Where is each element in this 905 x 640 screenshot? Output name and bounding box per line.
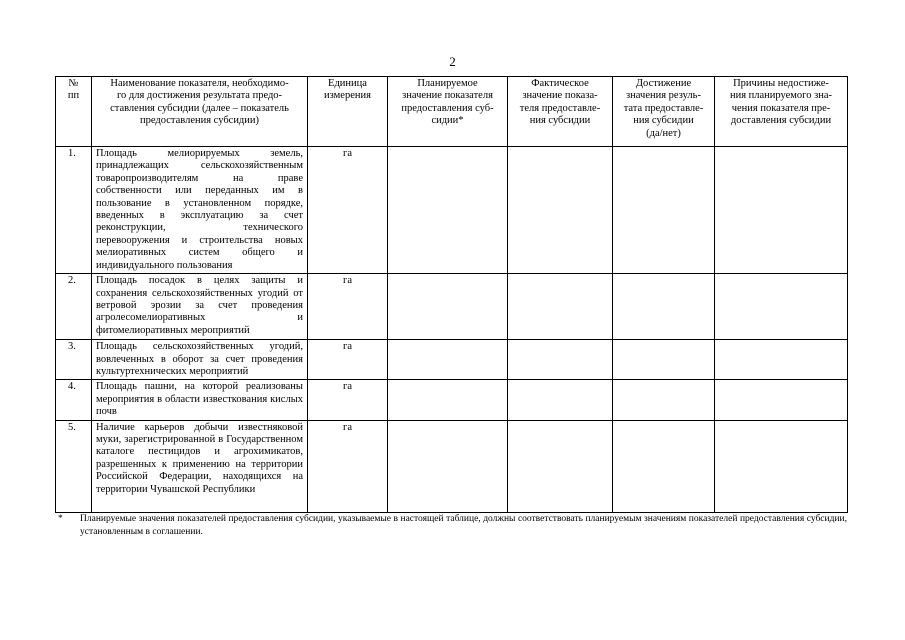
planned-value-cell [388, 340, 508, 380]
unit-cell: га [308, 274, 388, 340]
unit-cell: га [308, 420, 388, 512]
footnote [55, 513, 847, 538]
indicator-name: Площадь сельскохозяйственных угодий, вовлеченных в оборот за счет проведения культуртехнических мероприятий [92, 340, 308, 380]
footnote-mark: * [58, 514, 63, 524]
row-number: 4. [56, 380, 92, 420]
actual-value-cell [508, 340, 613, 380]
row-number: 2. [56, 274, 92, 340]
header-indicator-name-text: Наименование показателя, необходимо- го для достижения результата предо- ставления субсидии (далее – показатель предоставления субсидии) [110, 78, 289, 127]
header-reasons [715, 77, 848, 147]
header-indicator-name [92, 77, 308, 147]
header-actual-value-text: Фактическое значение показа- теля предоставле- ния субсидии [519, 78, 601, 127]
header-number-text: № пп [67, 78, 80, 102]
achievement-cell [613, 380, 715, 420]
header-planned-value [388, 77, 508, 147]
planned-value-cell [388, 274, 508, 340]
reasons-cell [715, 274, 848, 340]
table-row [56, 147, 848, 274]
planned-value-cell [388, 380, 508, 420]
header-actual-value [508, 77, 613, 147]
unit-cell: га [308, 340, 388, 380]
unit-cell: га [308, 147, 388, 274]
table-row [56, 420, 848, 512]
header-unit [308, 77, 388, 147]
planned-value-cell [388, 420, 508, 512]
header-achievement [613, 77, 715, 147]
reasons-cell [715, 340, 848, 380]
planned-value-cell [388, 147, 508, 274]
indicator-name: Площадь посадок в целях защиты и сохранения сельскохозяйственных угодий от ветровой эрозии за счет проведения агролесомелиоративных и фитомелиоративных мероприятий [92, 274, 308, 340]
header-planned-value-text: Планируемое значение показателя предоставления суб- сидии* [401, 78, 494, 127]
header-achievement-text: Достижение значения резуль- тата предоставле- ния субсидии (да/нет) [623, 78, 704, 139]
achievement-cell [613, 340, 715, 380]
reasons-cell [715, 380, 848, 420]
header-number [56, 77, 92, 147]
actual-value-cell [508, 380, 613, 420]
reasons-cell [715, 420, 848, 512]
indicator-name: Площадь мелиорируемых земель, принадлежащих сельскохозяйственным товаропроизводителям на праве собственности или переданных им в пользование в установленном порядке, введенных в эксплуатацию за счет реконструкции, технического перевооружения и строительства новых мелиоративных систем общего и индивидуального пользования [92, 147, 308, 274]
table-row [56, 274, 848, 340]
indicator-name: Наличие карьеров добычи известняковой муки, зарегистрированной в Государственном каталоге пестицидов и агрохимикатов, разрешенных к применению на территории Российской Федерации, находящихся на территории Чувашской Республики [92, 420, 308, 512]
achievement-cell [613, 274, 715, 340]
page-number: 2 [449, 54, 456, 69]
row-number: 5. [56, 420, 92, 512]
header-reasons-text: Причины недостиже- ния планируемого зна- чения показателя пре- доставления субсидии [729, 78, 833, 127]
unit-cell: га [308, 380, 388, 420]
header-unit-text: Единица измерения [324, 78, 371, 102]
table-row [56, 340, 848, 380]
reasons-cell [715, 147, 848, 274]
footnote-text: Планируемые значения показателей предоставления субсидии, указываемые в настоящей таблице, должны соответствовать планируемым значениям показателей предоставления субсидии, установленным в соглашении. [80, 514, 847, 537]
achievement-cell [613, 147, 715, 274]
table-header-row [56, 77, 848, 147]
table-row [56, 380, 848, 420]
achievement-cell [613, 420, 715, 512]
actual-value-cell [508, 147, 613, 274]
row-number: 3. [56, 340, 92, 380]
actual-value-cell [508, 274, 613, 340]
indicator-name: Площадь пашни, на которой реализованы мероприятия в области известкования кислых почв [92, 380, 308, 420]
actual-value-cell [508, 420, 613, 512]
indicators-table [55, 76, 848, 513]
row-number: 1. [56, 147, 92, 274]
